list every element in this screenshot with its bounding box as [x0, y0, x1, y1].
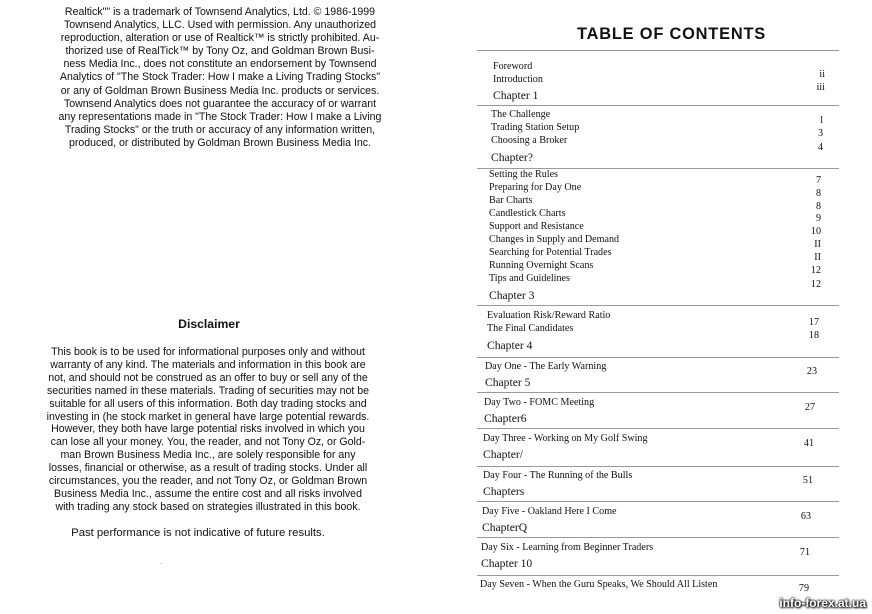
toc-section	[477, 428, 839, 467]
toc-section	[477, 357, 839, 393]
toc-entry[interactable]: The Final Candidates	[487, 323, 574, 334]
toc-entry[interactable]: Evaluation Risk/Reward Ratio	[487, 310, 611, 321]
toc-section	[477, 168, 839, 306]
toc-chapter-heading[interactable]: Chapter 4	[487, 339, 533, 352]
toc-entry[interactable]: Day Seven - When the Guru Speaks, We Should All Listen	[480, 579, 718, 590]
disclaimer-line: Business Media Inc., assume the entire cost and all risks involved	[54, 487, 362, 500]
trademark-line: or any of Goldman Brown Business Media Inc. products or services.	[60, 84, 380, 97]
toc-entry[interactable]: Running Overnight Scans	[489, 260, 594, 271]
toc-page-number: 10	[810, 226, 821, 237]
toc-entry[interactable]: Searching for Potential Trades	[489, 247, 612, 258]
toc-page-number: II	[814, 252, 821, 263]
toc-entry[interactable]: Day Three - Working on My Golf Swing	[483, 433, 648, 444]
toc-section	[477, 392, 839, 429]
trademark-line: thorized use of RealTick™ by Tony Oz, and Goldman Brown Busi-	[65, 45, 375, 58]
trademark-notice	[40, 6, 400, 150]
disclaimer-title: Disclaimer	[178, 317, 240, 331]
disclaimer-line: can lose all your money. You, the reader, and not Tony Oz, or Gold-	[50, 436, 366, 449]
toc-page-number: 18	[808, 330, 819, 341]
trademark-line: any representations made in "The Stock Trader: How I make a Living	[58, 110, 382, 123]
toc-page-number: 23	[806, 366, 817, 377]
toc-page-number: 8	[815, 201, 821, 212]
disclaimer-line: warranty of any kind. The materials and information in this book are	[50, 358, 366, 371]
trademark-line: Trading Stocks" or the truth or accuracy of any information written,	[64, 123, 376, 136]
left-page	[0, 0, 420, 613]
stray-mark: .	[160, 557, 163, 566]
toc-entry[interactable]: Bar Charts	[489, 195, 533, 206]
toc-chapter-heading[interactable]: Chapter 5	[485, 376, 531, 389]
toc-page-number: 12	[810, 279, 821, 290]
toc-section	[477, 50, 839, 106]
toc-page-number: iii	[816, 82, 825, 93]
toc-chapter-heading[interactable]: Chapter 10	[481, 557, 533, 570]
toc-entry[interactable]: Changes in Supply and Demand	[489, 234, 620, 245]
disclaimer-line: with trading any stock based on strategies illustrated in this book.	[55, 500, 361, 513]
toc-entry[interactable]: Foreword	[493, 61, 533, 72]
disclaimer-line: circumstances, you the reader, and not Tony Oz, or Goldman Brown	[48, 475, 368, 488]
disclaimer-line: losses, financial or otherwise, as a result of trading stocks. Under all	[48, 462, 368, 475]
toc-entry[interactable]: Day Five - Oakland Here I Come	[482, 506, 617, 517]
trademark-line: Analytics of "The Stock Trader: How I make a Living Trading Stocks"	[59, 71, 381, 84]
toc-title: TABLE OF CONTENTS	[577, 25, 767, 43]
toc-page-number: 17	[808, 317, 819, 328]
toc-page-number: 51	[802, 475, 813, 486]
disclaimer-text	[20, 346, 396, 514]
toc-entry[interactable]: Day One - The Early Warning	[485, 361, 607, 372]
table-of-contents	[477, 50, 839, 613]
trademark-line: ness Media Inc., does not constitute an endorsement by Townsend	[63, 58, 377, 71]
toc-section	[477, 501, 839, 538]
disclaimer-line: man Brown Business Media Inc., are solely responsible for any	[60, 449, 356, 462]
toc-section	[477, 305, 839, 358]
toc-page-number: 8	[815, 188, 821, 199]
toc-chapter-heading[interactable]: ChapterQ	[482, 521, 528, 534]
disclaimer-line: investing in (he stock market in general have large potential rewards.	[46, 410, 370, 423]
toc-entry[interactable]: Choosing a Broker	[491, 135, 568, 146]
toc-page-number: 63	[800, 511, 811, 522]
toc-entry[interactable]: Trading Station Setup	[491, 122, 580, 133]
toc-chapter-heading[interactable]: Chapter?	[491, 151, 533, 164]
toc-chapter-heading[interactable]: Chapter/	[483, 448, 523, 461]
toc-page-number: II	[814, 239, 821, 250]
toc-page-number: 4	[817, 142, 823, 153]
toc-entry[interactable]: Tips and Guidelines	[489, 273, 570, 284]
toc-entry[interactable]: Preparing for Day One	[489, 182, 582, 193]
toc-chapter-heading[interactable]: Chapter 1	[493, 89, 539, 102]
toc-page-number: 3	[817, 128, 823, 139]
toc-chapter-heading[interactable]: Chapter 3	[489, 289, 535, 302]
toc-page-number: 71	[799, 547, 810, 558]
past-performance-note: Past performance is not indicative of future results.	[71, 527, 325, 539]
toc-page-number: 27	[804, 402, 815, 413]
toc-entry[interactable]: Day Four - The Running of the Bulls	[483, 470, 633, 481]
trademark-line: Townsend Analytics, LLC. Used with permission. Any unauthorized	[63, 19, 377, 32]
toc-section	[477, 466, 839, 502]
toc-page-number: 7	[815, 175, 821, 186]
trademark-line: Realtick"" is a trademark of Townsend Analytics, Ltd. © 1986-1999	[64, 6, 376, 18]
toc-chapter-heading[interactable]: Chapters	[483, 485, 525, 498]
watermark: info-forex.at.ua	[779, 596, 866, 610]
toc-page-number: l	[820, 115, 823, 126]
toc-entry[interactable]: Setting the Rules	[489, 169, 558, 180]
toc-section	[477, 537, 839, 576]
toc-page-number: 12	[810, 265, 821, 276]
toc-page-number: 79	[798, 583, 809, 594]
disclaimer-line: This book is to be used for informational purposes only and without	[51, 346, 365, 358]
toc-entry[interactable]: Support and Resistance	[489, 221, 584, 232]
toc-page-number: 41	[803, 438, 814, 449]
disclaimer-line: securities named in these materials. Trading of securities may not be	[46, 384, 370, 397]
toc-chapter-heading[interactable]: Chapter6	[484, 412, 527, 425]
toc-entry[interactable]: Day Two - FOMC Meeting	[484, 397, 595, 408]
toc-entry[interactable]: Day Six - Learning from Beginner Traders	[481, 542, 654, 553]
disclaimer-line: suitable for all users of this information. Both day trading stocks and	[49, 397, 367, 410]
toc-page-number: 9	[815, 213, 821, 224]
trademark-line: reproduction, alteration or use of Realtick™ is strictly prohibited. Au-	[60, 32, 380, 45]
toc-entry[interactable]: The Challenge	[491, 109, 551, 120]
disclaimer-line: However, they both have large potential risks involved in which you	[51, 423, 365, 436]
disclaimer-line: not, and should not be construed as an offer to buy or sell any of the	[48, 371, 368, 384]
toc-section	[477, 105, 839, 169]
trademark-line: Townsend Analytics does not guarantee the accuracy of or warrant	[63, 97, 377, 110]
toc-entry[interactable]: Introduction	[493, 74, 543, 85]
toc-entry[interactable]: Candlestick Charts	[489, 208, 566, 219]
trademark-line: produced, or distributed by Goldman Brown Business Media Inc.	[68, 136, 372, 149]
toc-page-number: ii	[819, 69, 825, 80]
